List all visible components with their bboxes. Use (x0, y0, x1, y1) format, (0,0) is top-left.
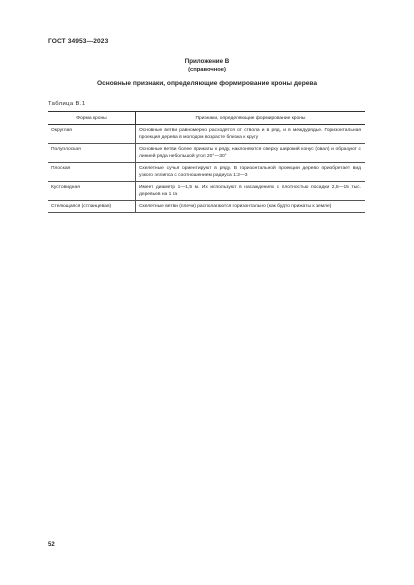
table-row (48, 182, 365, 201)
crown-forms-table (48, 111, 365, 213)
appendix-note: (справочное) (188, 67, 226, 73)
column-header-feature: Признаки, определяющие формирование кроны (136, 112, 366, 125)
table-row (48, 144, 365, 163)
crown-feature-cell: Имеет диаметр 1—1,5 м. Их используют в насаждениях с плотностью посадки 2,5—15 тыс. деревьев на 1 га (136, 182, 366, 201)
section-heading: Основные признаки, определяющие формирование кроны дерева (96, 80, 318, 87)
crown-form-cell: Стелющаяся (стланцевая) (48, 201, 136, 213)
crown-feature-cell: Основные ветви более прижаты к ряду, наклоняются сверху широкий конус (овал) и образуют с линией ряда небольшой угол 20°—30° (136, 144, 366, 163)
appendix-block (0, 58, 414, 74)
crown-feature-cell: Скелетные сучья ориентируют в ряду. В горизонтальной проекции дерево приобретает вид узкого эллипса с соотношением радиуса 1:2—3 (136, 163, 366, 182)
crown-form-cell: Округлая (48, 125, 136, 144)
crown-form-cell: Кустовидная (48, 182, 136, 201)
crown-form-cell: Полуплоская (48, 144, 136, 163)
appendix-title: Приложение В (184, 58, 230, 65)
table-row (48, 163, 365, 182)
table-row (48, 201, 365, 213)
table-row (48, 125, 365, 144)
crown-feature-cell: Скелетные ветви (плечи) располагаются горизонтально (как будто прижаты к земле) (136, 201, 366, 213)
table-header-row (48, 112, 365, 125)
column-header-form: Форма кроны (48, 112, 136, 125)
page-number: 52 (48, 542, 55, 548)
document-header: ГОСТ 34953—2023 (48, 38, 109, 45)
crown-form-cell: Плоская (48, 163, 136, 182)
crown-feature-cell: Основные ветви равномерно расходятся от ствола и в ряд, и в междурядье. Горизонтальная проекция дерева в молодом возрасте близка к кругу (136, 125, 366, 144)
table-caption: Таблица В.1 (48, 101, 86, 107)
